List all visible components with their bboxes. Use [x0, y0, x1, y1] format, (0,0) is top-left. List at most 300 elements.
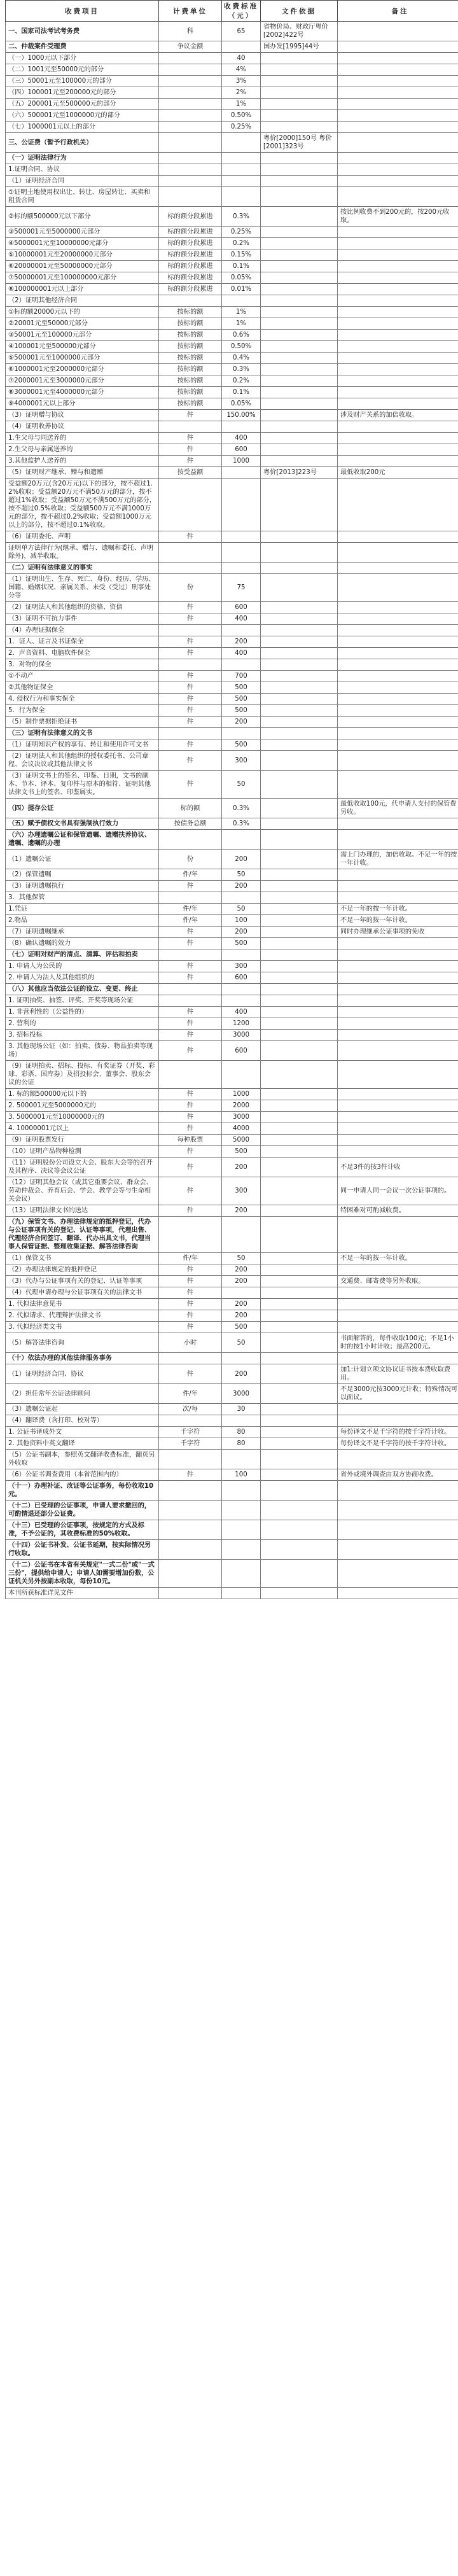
fee-remark: 同一申请人同一会议一次公证事项的。 — [338, 1177, 458, 1205]
fee-item-name: （2）证明法人和其他组织的资格、资信 — [6, 602, 159, 613]
fee-billing-unit: 件 — [159, 602, 222, 613]
table-row — [6, 110, 458, 122]
fee-remark — [338, 64, 458, 76]
table-row — [6, 904, 458, 915]
table-row — [6, 249, 458, 261]
fee-remark — [338, 41, 458, 53]
table-row — [6, 227, 458, 238]
fee-document-basis — [261, 295, 338, 307]
table-row — [6, 881, 458, 892]
fee-item-name: （4）代理申请办理与公证事项有关的法律文书 — [6, 1287, 159, 1299]
fee-billing-unit — [159, 164, 222, 176]
fee-remark — [338, 984, 458, 995]
table-row — [6, 659, 458, 671]
fee-item-name: （12）证明其他会议（或其它重要会议、群众会、劳动仲裁会、养育后会、学会、教学会等与生命相关会议） — [6, 1177, 159, 1205]
fee-remark — [338, 1089, 458, 1100]
fee-remark — [338, 176, 458, 187]
fee-document-basis — [261, 1018, 338, 1030]
table-row — [6, 1438, 458, 1450]
fee-document-basis — [261, 869, 338, 881]
table-row — [6, 625, 458, 636]
fee-remark: 特困难对可酌减收费。 — [338, 1205, 458, 1217]
fee-standard: 300 — [222, 1177, 261, 1205]
fee-remark — [338, 353, 458, 364]
fee-item-name: ④100001元至500000元部分 — [6, 341, 159, 353]
fee-billing-unit: 标的额分段累进 — [159, 284, 222, 295]
fee-standard: 150.00% — [222, 410, 261, 421]
fee-document-basis — [261, 1415, 338, 1427]
fee-remark — [338, 387, 458, 398]
fee-document-basis — [261, 1146, 338, 1158]
fee-item-name: （4）翻译费（含打印、校对等） — [6, 1415, 159, 1427]
fee-document-basis — [261, 433, 338, 444]
table-row — [6, 176, 458, 187]
fee-item-name: （十四）公证书补发、公证书延期，按实际情况另行收取。 — [6, 1540, 159, 1560]
fee-standard — [222, 1061, 261, 1089]
fee-item-name: ②20001元至50000元部分 — [6, 318, 159, 330]
fee-remark — [338, 1100, 458, 1112]
fee-billing-unit: 标的额分段累进 — [159, 272, 222, 284]
table-row — [6, 1276, 458, 1287]
fee-standard: 200 — [222, 1299, 261, 1310]
fee-remark — [338, 869, 458, 881]
table-row — [6, 164, 458, 176]
fee-billing-unit: 件 — [159, 456, 222, 467]
fee-item-name: ⑤500001元至1000000元部分 — [6, 353, 159, 364]
table-row — [6, 261, 458, 272]
fee-standard — [222, 41, 261, 53]
fee-remark — [338, 227, 458, 238]
fee-remark — [338, 284, 458, 295]
fee-document-basis — [261, 330, 338, 341]
fee-standard: 50 — [222, 869, 261, 881]
fee-document-basis — [261, 739, 338, 751]
table-row — [6, 1112, 458, 1123]
fee-remark — [338, 818, 458, 830]
fee-item-name: （三）50001元至100000元的部分 — [6, 76, 159, 87]
fee-billing-unit: 件 — [159, 531, 222, 543]
table-row — [6, 1264, 458, 1276]
fee-item-name: （2）证明其他经济合同 — [6, 295, 159, 307]
fee-document-basis — [261, 625, 338, 636]
fee-standard — [222, 1481, 261, 1501]
fee-document-basis — [261, 1264, 338, 1276]
fee-table-body — [6, 22, 458, 1599]
table-row — [6, 353, 458, 364]
fee-billing-unit: 件 — [159, 938, 222, 949]
table-row — [6, 1287, 458, 1299]
fee-billing-unit: 件 — [159, 433, 222, 444]
fee-document-basis — [261, 284, 338, 295]
fee-standard: 600 — [222, 1041, 261, 1061]
fee-document-basis — [261, 1384, 338, 1404]
fee-standard: 1% — [222, 318, 261, 330]
fee-billing-unit: 件 — [159, 1100, 222, 1112]
fee-standard — [222, 479, 261, 531]
fee-standard: 600 — [222, 444, 261, 456]
fee-billing-unit: 件 — [159, 1123, 222, 1135]
fee-document-basis — [261, 1061, 338, 1089]
fee-standard: 65 — [222, 22, 261, 41]
fee-billing-unit: 件 — [159, 1112, 222, 1123]
fee-remark — [338, 110, 458, 122]
fee-item-name: （1）证明知识产权的享有、转让和使用许可文书 — [6, 739, 159, 751]
fee-document-basis — [261, 1287, 338, 1299]
fee-billing-unit — [159, 76, 222, 87]
fee-standard: 3000 — [222, 1030, 261, 1041]
fee-remark — [338, 1353, 458, 1364]
table-row — [6, 295, 458, 307]
fee-billing-unit: 件 — [159, 1264, 222, 1276]
fee-standard: 50 — [222, 1333, 261, 1353]
table-row — [6, 1100, 458, 1112]
fee-standard: 0.3% — [222, 818, 261, 830]
fee-remark — [338, 636, 458, 648]
fee-item-name: 1.凭证 — [6, 904, 159, 915]
fee-remark — [338, 881, 458, 892]
fee-remark — [338, 1520, 458, 1540]
fee-remark — [338, 1123, 458, 1135]
fee-item-name: 2. 代拟请求、代理辩护法律文书 — [6, 1310, 159, 1322]
fee-item-name: （1）证明出生、生存、死亡、身份、经历、学历、国籍、婚姻状况、亲属关系、未受（受过）刑事处分等 — [6, 574, 159, 602]
fee-remark — [338, 1501, 458, 1520]
fee-remark — [338, 249, 458, 261]
fee-billing-unit: 件 — [159, 682, 222, 694]
fee-billing-unit — [159, 87, 222, 99]
fee-standard: 500 — [222, 705, 261, 717]
fee-standard: 200 — [222, 850, 261, 869]
fee-billing-unit: 件/年 — [159, 904, 222, 915]
fee-remark: 不足一年的按一年计收。 — [338, 1253, 458, 1264]
fee-item-name: （二）1001元至50000元的部分 — [6, 64, 159, 76]
fee-document-basis — [261, 995, 338, 1007]
fee-document-basis: 省物价局、财政厅粤价[2002]422号 — [261, 22, 338, 41]
fee-standard: 1% — [222, 99, 261, 110]
fee-item-name: 5．行为保全 — [6, 705, 159, 717]
fee-document-basis — [261, 227, 338, 238]
fee-billing-unit — [159, 133, 222, 153]
fee-document-basis — [261, 927, 338, 938]
table-row — [6, 76, 458, 87]
fee-item-name: （3）证明文书上的签名、印鉴、日期，文书的副本、节本、译本、复印件与原本的相符、证明其他法律文书上的签名、印鉴属实。 — [6, 771, 159, 799]
fee-item-name: 2. 其他资料中英文翻译 — [6, 1438, 159, 1450]
fee-item-name: （9）证明股票发行 — [6, 1135, 159, 1146]
fee-remark — [338, 972, 458, 984]
fee-document-basis — [261, 122, 338, 133]
fee-remark — [338, 574, 458, 602]
table-row — [6, 1588, 458, 1599]
fee-document-basis — [261, 1205, 338, 1217]
fee-remark — [338, 76, 458, 87]
table-row — [6, 1123, 458, 1135]
fee-billing-unit: 件/年 — [159, 1253, 222, 1264]
fee-standard: 200 — [222, 1205, 261, 1217]
fee-document-basis — [261, 1135, 338, 1146]
fee-item-name: ④5000001元至10000000元部分 — [6, 238, 159, 249]
fee-document-basis — [261, 1364, 338, 1384]
fee-billing-unit: 件 — [159, 636, 222, 648]
fee-billing-unit: 标的额分段累进 — [159, 227, 222, 238]
fee-document-basis — [261, 1469, 338, 1481]
table-row — [6, 41, 458, 53]
fee-remark — [338, 682, 458, 694]
fee-document-basis — [261, 682, 338, 694]
fee-remark — [338, 398, 458, 410]
fee-item-name: （5）公证书副本，参照英文翻译收费标准，翻页另外收取 — [6, 1450, 159, 1469]
fee-billing-unit — [159, 1520, 222, 1540]
table-row — [6, 694, 458, 705]
fee-standard — [222, 133, 261, 153]
fee-standard — [222, 176, 261, 187]
fee-item-name: ③500001元至5000000元部分 — [6, 227, 159, 238]
fee-remark — [338, 433, 458, 444]
table-row — [6, 984, 458, 995]
fee-document-basis — [261, 318, 338, 330]
fee-document-basis — [261, 87, 338, 99]
fee-standard — [222, 1353, 261, 1364]
fee-billing-unit: 件/年 — [159, 915, 222, 927]
fee-item-name: （十）依法办理的其他法律服务事务 — [6, 1353, 159, 1364]
table-row — [6, 1540, 458, 1560]
fee-billing-unit: 按标的额 — [159, 375, 222, 387]
fee-remark: 不足3件的按3件计收 — [338, 1158, 458, 1177]
fee-billing-unit — [159, 122, 222, 133]
header-document-basis: 文件依据 — [261, 1, 338, 22]
fee-billing-unit: 按标的额 — [159, 307, 222, 318]
fee-billing-unit — [159, 479, 222, 531]
table-row — [6, 87, 458, 99]
table-row — [6, 1030, 458, 1041]
fee-item-name: 2. 500001元至5000000元的 — [6, 1100, 159, 1112]
fee-item-name: ①证明土地使用权出让、转让、房屋转让、买卖和租赁合同 — [6, 187, 159, 207]
fee-standard — [222, 153, 261, 164]
fee-standard — [222, 531, 261, 543]
fee-billing-unit — [159, 830, 222, 850]
fee-document-basis — [261, 1333, 338, 1353]
fee-item-name: （3）代办与公证事项有关的登记、认证等事项 — [6, 1276, 159, 1287]
fee-standard: 100 — [222, 915, 261, 927]
fee-standard: 1200 — [222, 1018, 261, 1030]
fee-remark — [338, 187, 458, 207]
fee-remark — [338, 739, 458, 751]
fee-remark — [338, 728, 458, 739]
fee-item-name: （8）确认遗嘱的效力 — [6, 938, 159, 949]
fee-item-name: （1）遗嘱公证 — [6, 850, 159, 869]
fee-standard: 200 — [222, 636, 261, 648]
table-row — [6, 22, 458, 41]
table-row — [6, 751, 458, 771]
fee-remark — [338, 1135, 458, 1146]
fee-document-basis — [261, 1520, 338, 1540]
fee-billing-unit — [159, 1501, 222, 1520]
fee-remark — [338, 307, 458, 318]
fee-standard — [222, 1450, 261, 1469]
fee-billing-unit: 按标的额 — [159, 330, 222, 341]
fee-document-basis — [261, 398, 338, 410]
fee-remark — [338, 694, 458, 705]
table-row — [6, 850, 458, 869]
fee-remark — [338, 1146, 458, 1158]
fee-document-basis: 国办发[1995]44号 — [261, 41, 338, 53]
fee-standard: 80 — [222, 1427, 261, 1438]
fee-standard — [222, 659, 261, 671]
table-row — [6, 238, 458, 249]
fee-remark: 省外或境外调查由双方协商收费。 — [338, 1469, 458, 1481]
fee-document-basis — [261, 1030, 338, 1041]
fee-billing-unit: 件 — [159, 771, 222, 799]
table-row — [6, 682, 458, 694]
fee-document-basis — [261, 602, 338, 613]
table-row — [6, 467, 458, 479]
fee-item-name: 3. 招标投标 — [6, 1030, 159, 1041]
fee-billing-unit: 件 — [159, 751, 222, 771]
fee-remark — [338, 1310, 458, 1322]
fee-billing-unit — [159, 64, 222, 76]
fee-standard: 200 — [222, 1264, 261, 1276]
table-row — [6, 364, 458, 375]
fee-remark — [338, 261, 458, 272]
fee-remark — [338, 892, 458, 904]
fee-standard — [222, 1520, 261, 1540]
fee-item-name: ⑦2000001元至3000000元部分 — [6, 375, 159, 387]
fee-billing-unit: 件 — [159, 1310, 222, 1322]
fee-billing-unit: 件/年 — [159, 1384, 222, 1404]
fee-item-name: （1）保管文书 — [6, 1253, 159, 1264]
table-row — [6, 53, 458, 64]
header-billing-unit: 计费单位 — [159, 1, 222, 22]
fee-standard: 500 — [222, 1146, 261, 1158]
fee-billing-unit: 件 — [159, 972, 222, 984]
fee-billing-unit: 件 — [159, 1158, 222, 1177]
fee-standard: 4% — [222, 64, 261, 76]
table-row — [6, 318, 458, 330]
fee-document-basis — [261, 830, 338, 850]
fee-billing-unit: 件 — [159, 613, 222, 625]
fee-item-name: 3. 代拟经济类文书 — [6, 1322, 159, 1333]
fee-standard: 50 — [222, 1253, 261, 1264]
table-row — [6, 1177, 458, 1205]
fee-standard: 0.25% — [222, 122, 261, 133]
fee-standard: 0.50% — [222, 341, 261, 353]
fee-standard: 0.3% — [222, 207, 261, 227]
fee-remark: 最低收取200元 — [338, 467, 458, 479]
fee-document-basis — [261, 938, 338, 949]
fee-standard: 400 — [222, 1007, 261, 1018]
fee-document-basis — [261, 1217, 338, 1253]
fee-standard: 200 — [222, 717, 261, 728]
fee-document-basis — [261, 563, 338, 574]
fee-item-name: 1. 代拟法律意见书 — [6, 1299, 159, 1310]
table-row — [6, 433, 458, 444]
fee-remark — [338, 133, 458, 153]
fee-item-name: ⑧3000001元至4000000元部分 — [6, 387, 159, 398]
fee-billing-unit — [159, 99, 222, 110]
table-row — [6, 602, 458, 613]
fee-document-basis — [261, 751, 338, 771]
fee-document-basis — [261, 949, 338, 961]
fee-remark: 每份译文不足千字符的按千字符计收。 — [338, 1427, 458, 1438]
table-row — [6, 410, 458, 421]
fee-item-name: （6）公证书调查费用（本省范围内的） — [6, 1469, 159, 1481]
table-row — [6, 133, 458, 153]
fee-remark: 加1:计划立项文协议证书按本费收取费用。 — [338, 1364, 458, 1384]
fee-standard — [222, 892, 261, 904]
fee-billing-unit — [159, 563, 222, 574]
fee-billing-unit: 件 — [159, 1089, 222, 1100]
fee-standard: 600 — [222, 602, 261, 613]
fee-remark — [338, 444, 458, 456]
fee-standard — [222, 995, 261, 1007]
fee-standard: 500 — [222, 1322, 261, 1333]
table-row — [6, 284, 458, 295]
table-row — [6, 915, 458, 927]
fee-remark: 不足一年的按一年计收。 — [338, 915, 458, 927]
fee-item-name: 4. 侵权行为和事实保全 — [6, 694, 159, 705]
fee-document-basis — [261, 176, 338, 187]
fee-item-name: （六）办理遗嘱公证和保管遗嘱、遗赠扶养协议、遗嘱、遗嘱的办理 — [6, 830, 159, 850]
fee-remark — [338, 272, 458, 284]
fee-remark: 每份译文不足千字符的按千字符计收。 — [338, 1438, 458, 1450]
fee-document-basis — [261, 1501, 338, 1520]
fee-standard: 400 — [222, 613, 261, 625]
fee-billing-unit: 件 — [159, 1322, 222, 1333]
fee-document-basis — [261, 961, 338, 972]
table-row — [6, 387, 458, 398]
fee-remark: 不足一年的按一年计收。 — [338, 904, 458, 915]
fee-remark — [338, 456, 458, 467]
fee-item-name: （三）证明有法律意义的文书 — [6, 728, 159, 739]
fee-remark — [338, 1287, 458, 1299]
fee-standard: 3% — [222, 76, 261, 87]
fee-remark — [338, 602, 458, 613]
fee-standard: 0.3% — [222, 364, 261, 375]
fee-document-basis — [261, 1112, 338, 1123]
fee-document-basis — [261, 1158, 338, 1177]
fee-document-basis — [261, 375, 338, 387]
fee-item-name: （10）证明产品物种检测 — [6, 1146, 159, 1158]
fee-standard — [222, 949, 261, 961]
fee-document-basis — [261, 659, 338, 671]
fee-document-basis — [261, 636, 338, 648]
fee-document-basis — [261, 904, 338, 915]
fee-billing-unit: 标的额分段累进 — [159, 207, 222, 227]
fee-standard — [222, 1560, 261, 1588]
fee-document-basis — [261, 1253, 338, 1264]
fee-billing-unit: 件 — [159, 717, 222, 728]
fee-standard — [222, 1588, 261, 1599]
fee-billing-unit: 千字符 — [159, 1438, 222, 1450]
fee-item-name: （3）遗嘱公证起 — [6, 1404, 159, 1415]
fee-billing-unit — [159, 1217, 222, 1253]
fee-remark — [338, 648, 458, 659]
fee-standard — [222, 1217, 261, 1253]
table-row — [6, 1450, 458, 1469]
fee-document-basis — [261, 531, 338, 543]
table-row — [6, 892, 458, 904]
fee-remark — [338, 1450, 458, 1469]
fee-standard: 0.05% — [222, 398, 261, 410]
fee-billing-unit: 按标的额 — [159, 318, 222, 330]
fee-remark — [338, 238, 458, 249]
fee-billing-unit — [159, 187, 222, 207]
fee-item-name: （3）证明遗嘱执行 — [6, 881, 159, 892]
fee-item-name: （13）证明法律文书的送达 — [6, 1205, 159, 1217]
fee-schedule-document — [5, 0, 458, 1599]
fee-item-name: 1．证人、证言及书证保全 — [6, 636, 159, 648]
fee-document-basis — [261, 881, 338, 892]
fee-item-name: （二）证明有法律意义的事实 — [6, 563, 159, 574]
fee-document-basis — [261, 272, 338, 284]
